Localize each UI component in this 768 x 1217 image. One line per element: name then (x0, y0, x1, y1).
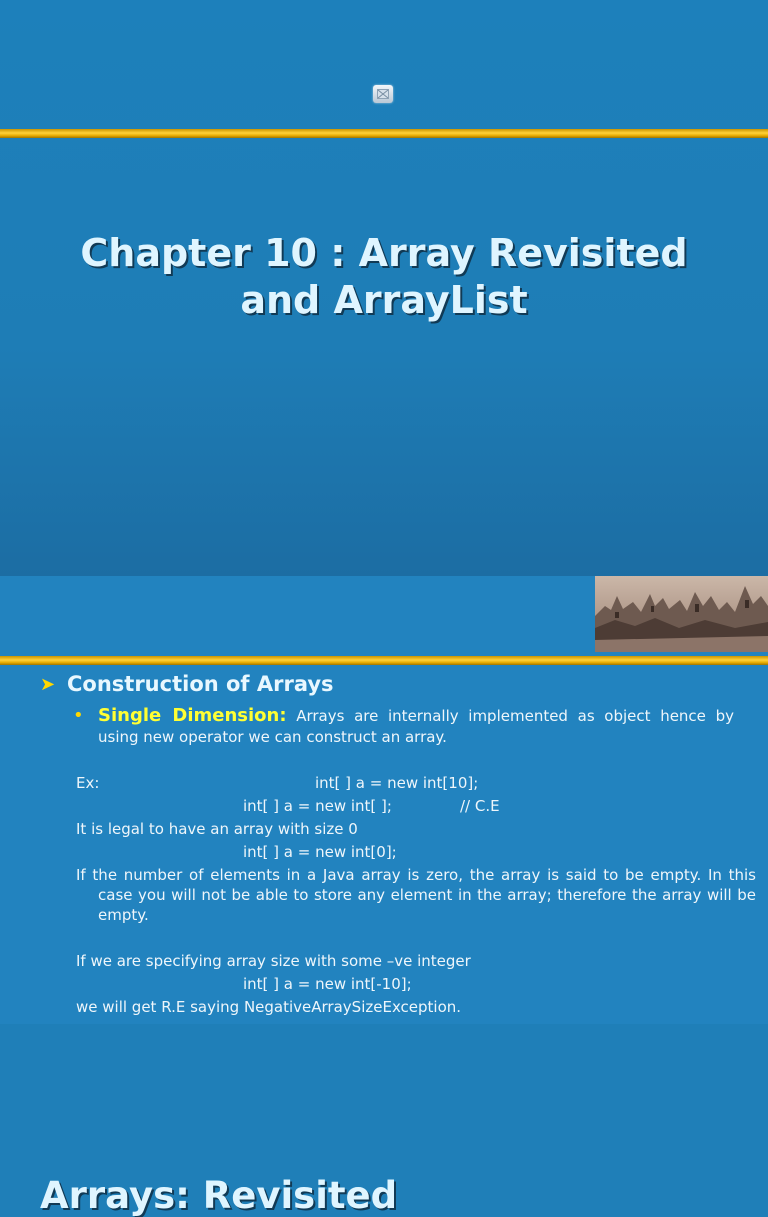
code-line: int[ ] a = new int[10]; (315, 774, 479, 792)
bullet-label: Single Dimension: (98, 705, 287, 726)
sandcastle-photo (595, 576, 768, 652)
gold-divider (0, 656, 768, 665)
slide-title (0, 0, 768, 576)
body-text: It is legal to have an array with size 0 (76, 820, 358, 838)
broken-image-icon (373, 85, 393, 103)
code-line: int[ ] a = new int[-10]; (243, 975, 412, 993)
body-text: If we are specifying array size with some –ve integer (76, 952, 471, 970)
slide-title-text (34, 230, 734, 324)
code-comment: // C.E (460, 797, 500, 815)
bullet-single-dimension (98, 705, 734, 748)
body-text: If the number of elements in a Java array is zero, the array is said to be empty. In this case you will not be able to store any element in the array; therefore the array will be empty. (76, 866, 756, 924)
slide-title-text: Arrays: Revisited (40, 1174, 398, 1217)
code-line: int[ ] a = new int[ ]; (243, 797, 392, 815)
title-line-2: and ArrayList (240, 278, 528, 322)
section-heading: Construction of Arrays (67, 672, 334, 696)
arrow-bullet-icon: ➤ (40, 674, 56, 695)
code-line: int[ ] a = new int[0]; (243, 843, 397, 861)
body-text: we will get R.E saying NegativeArraySizeException. (76, 998, 462, 1016)
gold-divider (0, 129, 768, 138)
title-line-1: Chapter 10 : Array Revisited (80, 231, 688, 275)
example-label: Ex: (76, 774, 100, 792)
dot-bullet-icon: • (73, 705, 84, 726)
bullet-text: Arrays are internally implemented as object hence by using new operator we can construct an array. (98, 707, 734, 746)
